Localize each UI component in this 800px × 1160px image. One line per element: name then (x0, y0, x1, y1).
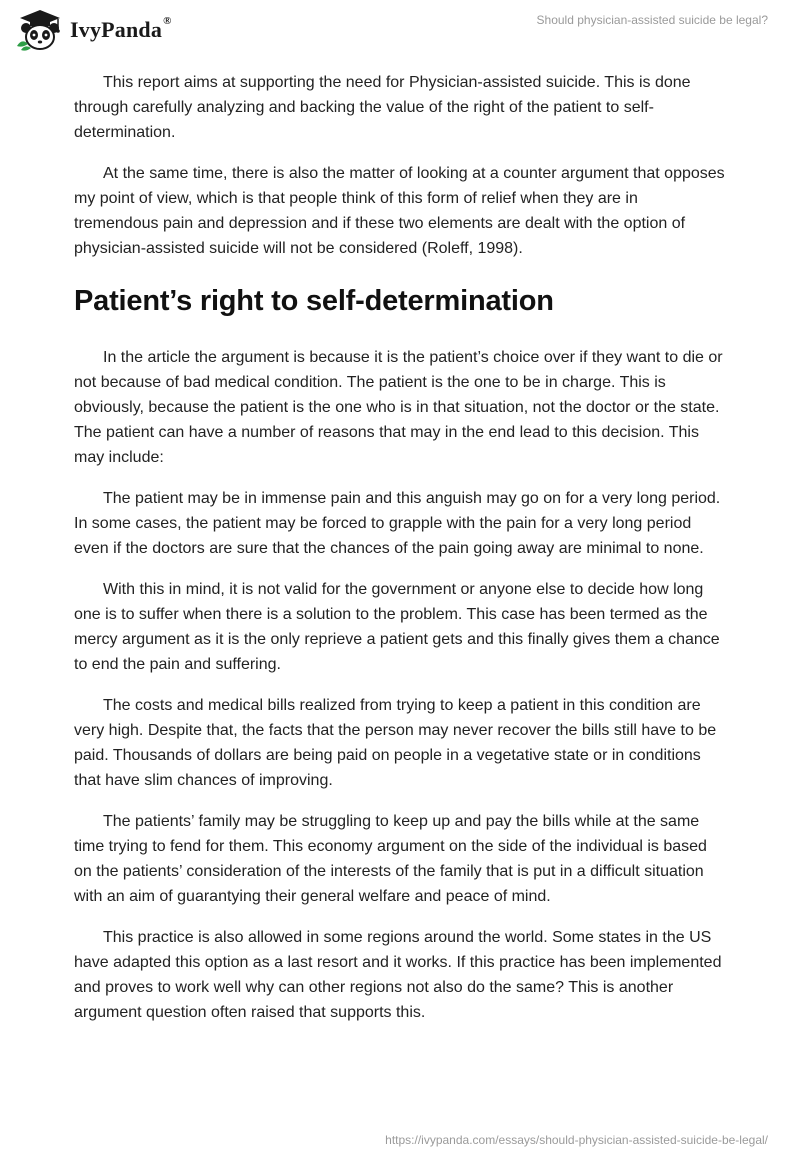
article-body (74, 70, 726, 1041)
section-heading: Patient’s right to self-determination (74, 285, 554, 317)
article-paragraph: This report aims at supporting the need for Physician-assisted suicide. This is done through carefully analyzing and backing the value of the right of the patient to self-determination. (74, 74, 691, 141)
article-paragraph: This practice is also allowed in some regions around the world. Some states in the US have adapted this option as a last resort and it works. If this practice has been implemented and proves to work well why can other regions not also do the same? This is another argument question often raised that supports this. (74, 929, 722, 1021)
source-url[interactable]: https://ivypanda.com/essays/should-physician-assisted-suicide-be-legal/ (385, 1133, 768, 1147)
page-header (0, 0, 800, 60)
article-paragraph: The costs and medical bills realized from trying to keep a patient in this condition are very high. Despite that, the facts that the person may never recover the bills still have to be paid. Thousands of dollars are being paid on people in a vegetative state or in conditions that have slim chances of improving. (74, 697, 717, 789)
panda-graduate-icon (14, 8, 66, 52)
ivypanda-logo[interactable] (14, 8, 172, 52)
header-essay-title: Should physician-assisted suicide be legal? (536, 13, 768, 27)
article-paragraph: At the same time, there is also the matter of looking at a counter argument that opposes my point of view, which is that people think of this form of relief when they are in tremendous pain and depression and if these two elements are dealt with the option of physician-assisted suicide will not be considered (Roleff, 1998). (74, 165, 725, 257)
article-paragraph: With this in mind, it is not valid for the government or anyone else to decide how long one is to suffer when there is a solution to the problem. This case has been termed as the mercy argument as it is the only reprieve a patient gets and this finally gives them a chance to end the pain and suffering. (74, 581, 720, 673)
article-paragraph: The patient may be in immense pain and this anguish may go on for a very long period. In some cases, the patient may be forced to grapple with the pain for a very long period even if the doctors are sure that the chances of the pain going away are minimal to none. (74, 490, 721, 557)
logo-text: IvyPanda® (70, 15, 172, 42)
article-paragraph: In the article the argument is because it is the patient’s choice over if they want to die or not because of bad medical condition. The patient is the one to be in charge. This is obviously, because the patient is the one who is in that situation, not the doctor or the state. The patient can have a number of reasons that may in the end lead to this decision. This may include: (74, 349, 723, 466)
article-paragraph: The patients’ family may be struggling to keep up and pay the bills while at the same time trying to fend for them. This economy argument on the side of the individual is based on the patients’ consideration of the interests of the family that is put in a difficult situation with an aim of guarantying their general welfare and peace of mind. (74, 813, 707, 905)
